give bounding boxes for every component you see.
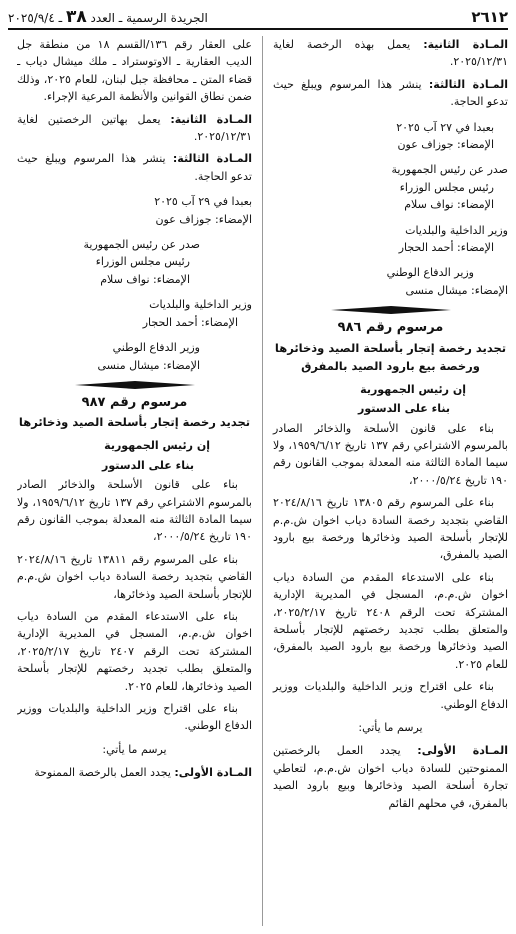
decree-subtitle: تجديد رخصة إتجار بأسلحة الصيد وذخائرها xyxy=(18,415,251,430)
heading-constitution: بناء على الدستور xyxy=(358,402,450,416)
date-line: بعبدا في ٢٧ آب ٢٠٢٥ xyxy=(396,120,494,134)
interior-minister-signature: الإمضاء: أحمد الحجار xyxy=(398,241,494,255)
continued-text: على العقار رقم ١٣٦/القسم ١٨ من منطقة جل الديب العقارية ـ الاوتوستراد ـ ملك ميشال دياب ـ قضاء المتن ـ محافظة جبل لبنان، للعام ٢٠٢٥، وذلك ضمن نطاق القوانين والأنظمة المرعية الإجراء. xyxy=(17,38,252,104)
pm-signature: الإمضاء: نواف سلام xyxy=(404,198,494,212)
issue-date: ـ ٢٠٢٥/٩/٤ xyxy=(8,11,63,25)
preamble-4: بناء على اقتراح وزير الداخلية والبلديات ووزير الدفاع الوطني. xyxy=(17,702,252,733)
article-2: المـادة الثانية: يعمل بهذه الرخصة لغاية ٢٠٢٥/١٢/٣١. xyxy=(273,38,508,69)
decree-subtitle: تجديد رخصة إتجار بأسلحة الصيد وذخائرها ورخصة بيع بارود الصيد بالمفرق xyxy=(274,340,507,373)
issued-by: صدر عن رئيس الجمهورية xyxy=(391,163,508,177)
date-line: بعبدا في ٢٩ آب ٢٠٢٥ xyxy=(154,195,252,209)
president-signature: الإمضاء: جوزاف عون xyxy=(155,212,252,226)
article-1: المـادة الأولى: يجدد العمل بالرخصة الممنوحة xyxy=(34,766,252,780)
interior-minister-signature: الإمضاء: أحمد الحجار xyxy=(142,315,238,329)
section-ornament xyxy=(17,380,252,390)
ornament-divider-icon xyxy=(331,305,451,315)
gazette-title: الجريدة الرسمية ـ العدد xyxy=(90,11,208,25)
header-title-block xyxy=(8,7,208,27)
interior-minister-title: وزير الداخلية والبلديات xyxy=(405,223,508,237)
heading-president: إن رئيس الجمهورية xyxy=(360,382,466,396)
decree-title: مرسوم رقم ٩٨٧ xyxy=(81,394,188,410)
defense-minister-signature: الإمضاء: ميشال منسى xyxy=(405,283,508,297)
president-signature: الإمضاء: جوزاف عون xyxy=(397,138,494,152)
preamble-3: بناء على الاستدعاء المقدم من السادة دياب اخوان ش.م.م، المسجل في المديرية الإدارية المشتركة تحت الرقم ٢٤٠٧ تاريخ ٢٠٢٥/٢/١٧، والمتعلق بطلب تجديد رخصتهم للإتجار بأسلحة الصيد وذخائرها، للعام ٢٠٢٥. xyxy=(17,609,252,693)
left-column xyxy=(17,36,262,926)
decree-title: مرسوم رقم ٩٨٦ xyxy=(337,320,444,336)
preamble-3: بناء على الاستدعاء المقدم من السادة دياب اخوان ش.م.م، المسجل في المديرية الإدارية المشتركة تحت الرقم ٢٤٠٨ تاريخ ٢٠٢٥/٢/١٧، والمتعلق بطلب تجديد رخصتهم للإتجار بأسلحة الصيد وذخائرها ورخصة بيع بارود الصيد بالمفرق، للعام ٢٠٢٥. xyxy=(273,570,508,671)
article-3: المـادة الثالثة: ينشر هذا المرسوم ويبلغ حيث تدعو الحاجة. xyxy=(273,77,508,109)
preamble-2: بناء على المرسوم رقم ١٣٨١١ تاريخ ٢٠٢٤/٨/١٦ القاضي بتجديد رخصة السادة دياب اخوان ش.م.م للإتجار بأسلحة الصيد وذخائرها، xyxy=(17,552,252,601)
column-divider xyxy=(262,36,263,926)
ornament-divider-icon xyxy=(75,380,195,390)
defense-minister-signature: الإمضاء: ميشال منسى xyxy=(97,358,200,372)
article-1: المـادة الأولى: يجدد العمل بالرخصتين الممنوحتين للسادة دياب اخوان ش.م.م، لتعاطي تجارة أسلحة الصيد وذخائرها وبيع بارود الصيد بالمفرق، في محلهم القائم xyxy=(273,744,508,810)
heading-president: إن رئيس الجمهورية xyxy=(104,439,210,453)
heading-constitution: بناء على الدستور xyxy=(102,458,194,472)
preamble-2: بناء على المرسوم رقم ١٣٨٠٥ تاريخ ٢٠٢٤/٨/١٦ القاضي بتجديد رخصة السادة دياب اخوان ش.م.م للإتجار بأسلحة الصيد وذخائرها ورخصة بيع بارود الصيد بالمفرق، xyxy=(273,496,508,562)
section-ornament xyxy=(273,305,508,315)
decrees-line: يرسم ما يأتي: xyxy=(358,721,423,734)
preamble-1: بناء على قانون الأسلحة والذخائر الصادر بالمرسوم الاشتراعي رقم ١٣٧ تاريخ ١٩٥٩/٦/١٢، ولا سيما المادة الثالثة منه المعدلة بموجب القانون رقم ١٩٠ تاريخ ٢٠٠٠/٥/٢٤، xyxy=(17,478,252,544)
pm-title: رئيس مجلس الوزراء xyxy=(95,255,190,269)
decrees-line: يرسم ما يأتي: xyxy=(102,742,167,756)
right-column xyxy=(263,36,508,926)
issued-by: صدر عن رئيس الجمهورية xyxy=(83,238,200,252)
article-2: المـادة الثانية: يعمل بهاتين الرخصتين لغاية ٢٠٢٥/١٢/٣١. xyxy=(17,112,252,144)
defense-minister-title: وزير الدفاع الوطني xyxy=(112,341,200,355)
issue-number: ٣٨ xyxy=(65,7,87,27)
pm-title: رئيس مجلس الوزراء xyxy=(399,180,494,194)
columns xyxy=(8,36,508,926)
page-header xyxy=(8,6,508,30)
defense-minister-title: وزير الدفاع الوطني xyxy=(386,266,474,280)
interior-minister-title: وزير الداخلية والبلديات xyxy=(149,298,252,312)
article-3: المـادة الثالثة: ينشر هذا المرسوم ويبلغ حيث تدعو الحاجة. xyxy=(17,152,252,183)
pm-signature: الإمضاء: نواف سلام xyxy=(100,272,190,286)
preamble-1: بناء على قانون الأسلحة والذخائر الصادر بالمرسوم الاشتراعي رقم ١٣٧ تاريخ ١٩٥٩/٦/١٢، ولا سيما المادة الثالثة منه المعدلة بموجب القانون رقم ١٩٠ تاريخ ٢٠٠٠/٥/٢٤، xyxy=(273,421,508,487)
page-number: ٢٦١٢ xyxy=(471,8,508,26)
preamble-4: بناء على اقتراح وزير الداخلية والبلديات ووزير الدفاع الوطني. xyxy=(273,680,508,711)
